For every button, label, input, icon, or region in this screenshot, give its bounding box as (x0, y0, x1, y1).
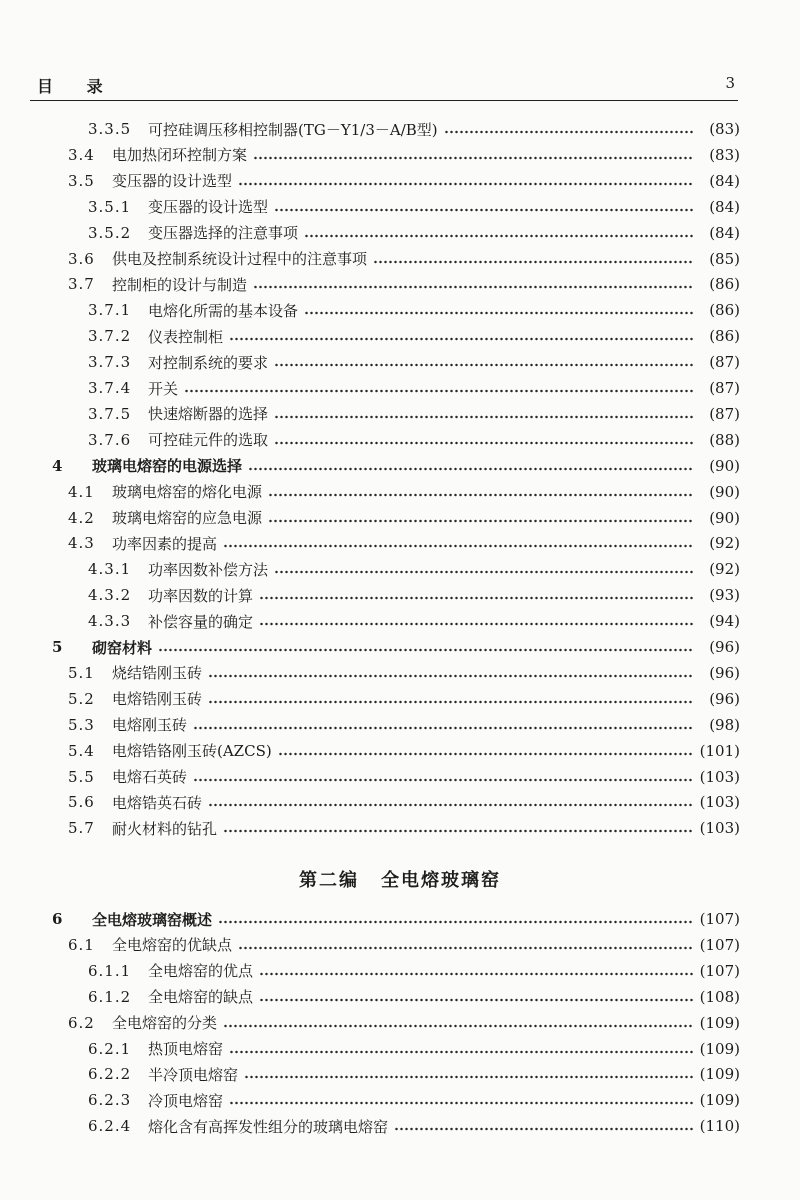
toc-entry-title: 功率因数补偿方法 (148, 560, 269, 579)
toc-entry-title: 对控制系统的要求 (148, 353, 269, 372)
toc-entry (68, 816, 740, 840)
toc-entry-title: 电熔石英砖 (112, 768, 188, 786)
toc-dot-leader (259, 998, 694, 1002)
toc-entry-title: 可控硅调压移相控制器(TG－Y1/3－A/B型) (148, 120, 438, 139)
toc-entry-number: 6 (52, 910, 64, 928)
toc-entry (68, 247, 740, 271)
toc-dot-leader (259, 596, 694, 600)
toc-entry (68, 790, 740, 814)
toc-entry-number: 4.3 (68, 534, 95, 553)
toc-entry-number: 4 (52, 456, 64, 475)
toc-entry-title: 全电熔窑的优点 (148, 962, 254, 981)
toc-entry-page: (103) (699, 793, 740, 812)
toc-dot-leader (278, 752, 694, 756)
toc-entry-page: (87) (709, 379, 740, 397)
toc-dot-leader (394, 1127, 694, 1131)
toc-dot-leader (244, 1075, 694, 1079)
toc-entry-page: (107) (699, 910, 740, 928)
toc-entry-number: 4.3.2 (88, 586, 132, 605)
toc-dot-leader (208, 674, 694, 678)
toc-entry (52, 454, 740, 478)
toc-entry-page: (103) (699, 819, 740, 838)
toc-dot-leader (274, 415, 694, 419)
toc-entry-number: 4.1 (68, 482, 95, 501)
toc-entry (88, 221, 740, 245)
toc-entry-number: 6.2.4 (88, 1117, 132, 1136)
part-heading-title: 全电熔玻璃窑 (381, 870, 501, 891)
toc-dot-leader (208, 803, 694, 807)
toc-entry (88, 557, 740, 581)
toc-entry-title: 全电熔窑的优缺点 (112, 936, 233, 955)
toc-entry (68, 143, 740, 167)
toc-dot-leader (268, 519, 694, 523)
toc-entry-title: 熔化含有高挥发性组分的玻璃电熔窑 (148, 1117, 389, 1136)
toc-entry-page: (98) (709, 715, 740, 734)
toc-entry-number: 3.5.1 (88, 197, 132, 216)
toc-entry-number: 3.3.5 (88, 120, 132, 138)
toc-dot-leader (223, 829, 694, 833)
toc-entry-number: 6.1 (68, 935, 95, 954)
toc-entry-title: 全电熔玻璃窑概述 (92, 910, 213, 929)
toc-entry-page: (103) (699, 767, 740, 786)
toc-entry (68, 169, 740, 193)
toc-entry (88, 350, 740, 374)
toc-entry (52, 635, 740, 659)
toc-entry-number: 6.1.2 (88, 987, 132, 1006)
toc-entry-page: (83) (709, 120, 740, 138)
toc-entry-number: 3.7.4 (88, 379, 132, 397)
toc-entry (68, 687, 740, 711)
part-heading (0, 866, 800, 892)
toc-entry-page: (85) (709, 249, 740, 268)
toc-entry-page: (96) (709, 689, 740, 708)
toc-entry-title: 功率因素的提高 (112, 534, 218, 553)
toc-entry-title: 烧结锆刚玉砖 (112, 664, 203, 683)
toc-entry (68, 713, 740, 737)
toc-entry (88, 428, 740, 452)
toc-entry-number: 3.5.2 (88, 223, 132, 242)
toc-entry-number: 3.7.1 (88, 301, 132, 320)
toc-entry-number: 5.5 (68, 767, 95, 786)
toc-entry-title: 电加热闭环控制方案 (112, 146, 248, 165)
toc-entry-number: 5.3 (68, 715, 95, 734)
toc-dot-leader (229, 337, 694, 341)
toc-entry-page: (92) (709, 560, 740, 579)
toc-dot-leader (223, 544, 694, 548)
toc-entry (88, 1088, 740, 1112)
toc-entry-number: 4.2 (68, 508, 95, 527)
toc-entry-number: 5.1 (68, 663, 95, 682)
toc-entry-title: 快速熔断器的选择 (148, 405, 269, 424)
toc-entry-page: (84) (709, 171, 740, 190)
toc-entry-title: 补偿容量的确定 (148, 612, 254, 631)
toc-dot-leader (238, 946, 694, 950)
toc-dot-leader (253, 285, 694, 289)
toc-dot-leader (304, 234, 694, 238)
toc-entry (88, 298, 740, 322)
toc-entry (68, 661, 740, 685)
toc-entry-title: 功率因数的计算 (148, 586, 254, 605)
toc-entry-page: (86) (709, 301, 740, 320)
toc-entry-number: 6.1.1 (88, 961, 132, 980)
toc-entry-title: 全电熔窑的缺点 (148, 988, 254, 1007)
toc-entry-number: 5.2 (68, 689, 95, 708)
toc-entry (88, 985, 740, 1009)
toc-entry (68, 765, 740, 789)
toc-entry-title: 供电及控制系统设计过程中的注意事项 (112, 250, 368, 268)
toc-entry (68, 739, 740, 763)
toc-entry-number: 3.6 (68, 249, 95, 268)
toc-entry-title: 可控硅元件的选取 (148, 431, 269, 450)
toc-entry (68, 506, 740, 530)
toc-dot-leader (218, 920, 694, 924)
toc-dot-leader (238, 182, 694, 186)
toc-entry-page: (108) (699, 987, 740, 1006)
toc-entry-number: 5.6 (68, 793, 95, 812)
toc-dot-leader (274, 363, 694, 367)
toc-dot-leader (373, 260, 694, 264)
toc-entry-number: 5.7 (68, 819, 95, 838)
toc-entry-page: (109) (699, 1091, 740, 1110)
toc-entry (88, 1037, 740, 1061)
toc-dot-leader (268, 493, 694, 497)
toc-entry-page: (96) (709, 663, 740, 682)
toc-entry-number: 6.2.1 (88, 1039, 132, 1058)
toc-entry-title: 全电熔窑的分类 (112, 1014, 218, 1033)
toc-entry-number: 6.2.3 (88, 1091, 132, 1110)
toc-entry-title: 电熔锆刚玉砖 (112, 690, 203, 709)
header-page-number: 3 (725, 74, 735, 92)
toc-entry (88, 376, 740, 400)
toc-dot-leader (259, 622, 694, 626)
toc-entry-page: (87) (709, 404, 740, 423)
toc-entry-number: 3.5 (68, 171, 95, 190)
toc-entry-title: 电熔化所需的基本设备 (148, 301, 299, 320)
toc-dot-leader (158, 648, 694, 652)
toc-dot-leader (223, 1024, 694, 1028)
toc-entry (68, 531, 740, 555)
toc-entry (68, 1011, 740, 1035)
toc-entry-number: 3.7.6 (88, 430, 132, 449)
toc-dot-leader (193, 726, 694, 730)
toc-entry-page: (109) (699, 1013, 740, 1032)
toc-entry-number: 5.4 (68, 741, 95, 760)
toc-entry-number: 4.3.3 (88, 612, 132, 631)
toc-entry-page: (110) (699, 1117, 740, 1136)
toc-dot-leader (229, 1101, 694, 1105)
toc-dot-leader (184, 389, 694, 393)
toc-entry-number: 3.7 (68, 275, 95, 294)
toc-entry-title: 控制柜的设计与制造 (112, 275, 248, 294)
toc-entry-number: 3.7.3 (88, 353, 132, 372)
toc-dot-leader (274, 208, 694, 212)
toc-entry-title: 变压器选择的注意事项 (148, 224, 299, 243)
toc-entry-title: 电熔锆铬刚玉砖(AZCS) (112, 742, 272, 761)
toc-entry-number: 6.2 (68, 1013, 95, 1032)
toc-entry-page: (86) (709, 327, 740, 346)
toc-entry-page: (83) (709, 145, 740, 164)
toc-entry-page: (107) (699, 935, 740, 954)
toc-entry-title: 开关 (148, 379, 179, 398)
toc-dot-leader (248, 467, 694, 471)
toc-entry (52, 907, 740, 931)
toc-entry-number: 3.4 (68, 145, 95, 164)
toc-dot-leader (229, 1050, 694, 1054)
toc-dot-leader (274, 441, 694, 445)
toc-entry (88, 1114, 740, 1138)
toc-entry (88, 195, 740, 219)
toc-dot-leader (208, 700, 694, 704)
toc-entry-title: 冷顶电熔窑 (148, 1091, 224, 1110)
toc-entry-page: (90) (709, 482, 740, 501)
toc-entry (88, 117, 740, 141)
toc-entry-page: (109) (699, 1039, 740, 1058)
toc-dot-leader (253, 156, 694, 160)
toc-entry-page: (84) (709, 197, 740, 216)
toc-entry-page: (88) (709, 430, 740, 449)
toc-entry-number: 6.2.2 (88, 1065, 132, 1084)
toc-dot-leader (259, 972, 694, 976)
toc-entry-page: (87) (709, 353, 740, 372)
toc-entry-page: (84) (709, 223, 740, 242)
toc-entry-page: (86) (709, 275, 740, 294)
toc-entry-title: 玻璃电熔窑的电源选择 (92, 457, 243, 476)
toc-entry-number: 3.7.2 (88, 327, 132, 346)
toc-entry-title: 耐火材料的钻孔 (112, 819, 218, 838)
toc-entry-page: (90) (709, 456, 740, 475)
toc-entry-title: 电熔锆英石砖 (112, 793, 203, 812)
toc-entry-title: 仪表控制柜 (148, 327, 224, 346)
toc-entry-page: (93) (709, 586, 740, 605)
toc-entry (88, 959, 740, 983)
toc-entry-page: (107) (699, 961, 740, 980)
toc-entry (68, 272, 740, 296)
toc-dot-leader (193, 778, 694, 782)
toc-entry-title: 玻璃电熔窑的应急电源 (112, 509, 263, 527)
toc-entry (88, 609, 740, 633)
toc-entry-title: 玻璃电熔窑的熔化电源 (112, 483, 263, 502)
toc-entry-number: 3.7.5 (88, 404, 132, 423)
toc-entry-page: (109) (699, 1065, 740, 1084)
toc-entry-page: (92) (709, 534, 740, 553)
toc-entry-title: 变压器的设计选型 (112, 172, 233, 191)
toc-entry (88, 324, 740, 348)
toc-entry-page: (96) (709, 638, 740, 656)
toc-entry-title: 热顶电熔窑 (148, 1040, 224, 1058)
toc-entry-title: 电熔刚玉砖 (112, 716, 188, 735)
toc-dot-leader (444, 130, 694, 134)
toc-entry-page: (94) (709, 612, 740, 631)
toc-entry-number: 5 (52, 638, 64, 656)
toc-dot-leader (304, 311, 694, 315)
toc-entry-page: (90) (709, 508, 740, 527)
running-header (30, 72, 738, 101)
toc-entry-title: 变压器的设计选型 (148, 198, 269, 217)
header-title: 目 录 (37, 77, 117, 96)
part-heading-label: 第二编 (299, 870, 359, 891)
toc-entry (88, 583, 740, 607)
toc-entry (88, 1062, 740, 1086)
toc-entry (68, 933, 740, 957)
toc-dot-leader (274, 570, 694, 574)
toc-entry-number: 4.3.1 (88, 560, 132, 579)
toc-entry (68, 480, 740, 504)
toc-entry-title: 砌窑材料 (92, 638, 153, 657)
toc-entry-title: 半冷顶电熔窑 (148, 1065, 239, 1084)
toc-entry (88, 402, 740, 426)
toc-entry-page: (101) (699, 741, 740, 760)
